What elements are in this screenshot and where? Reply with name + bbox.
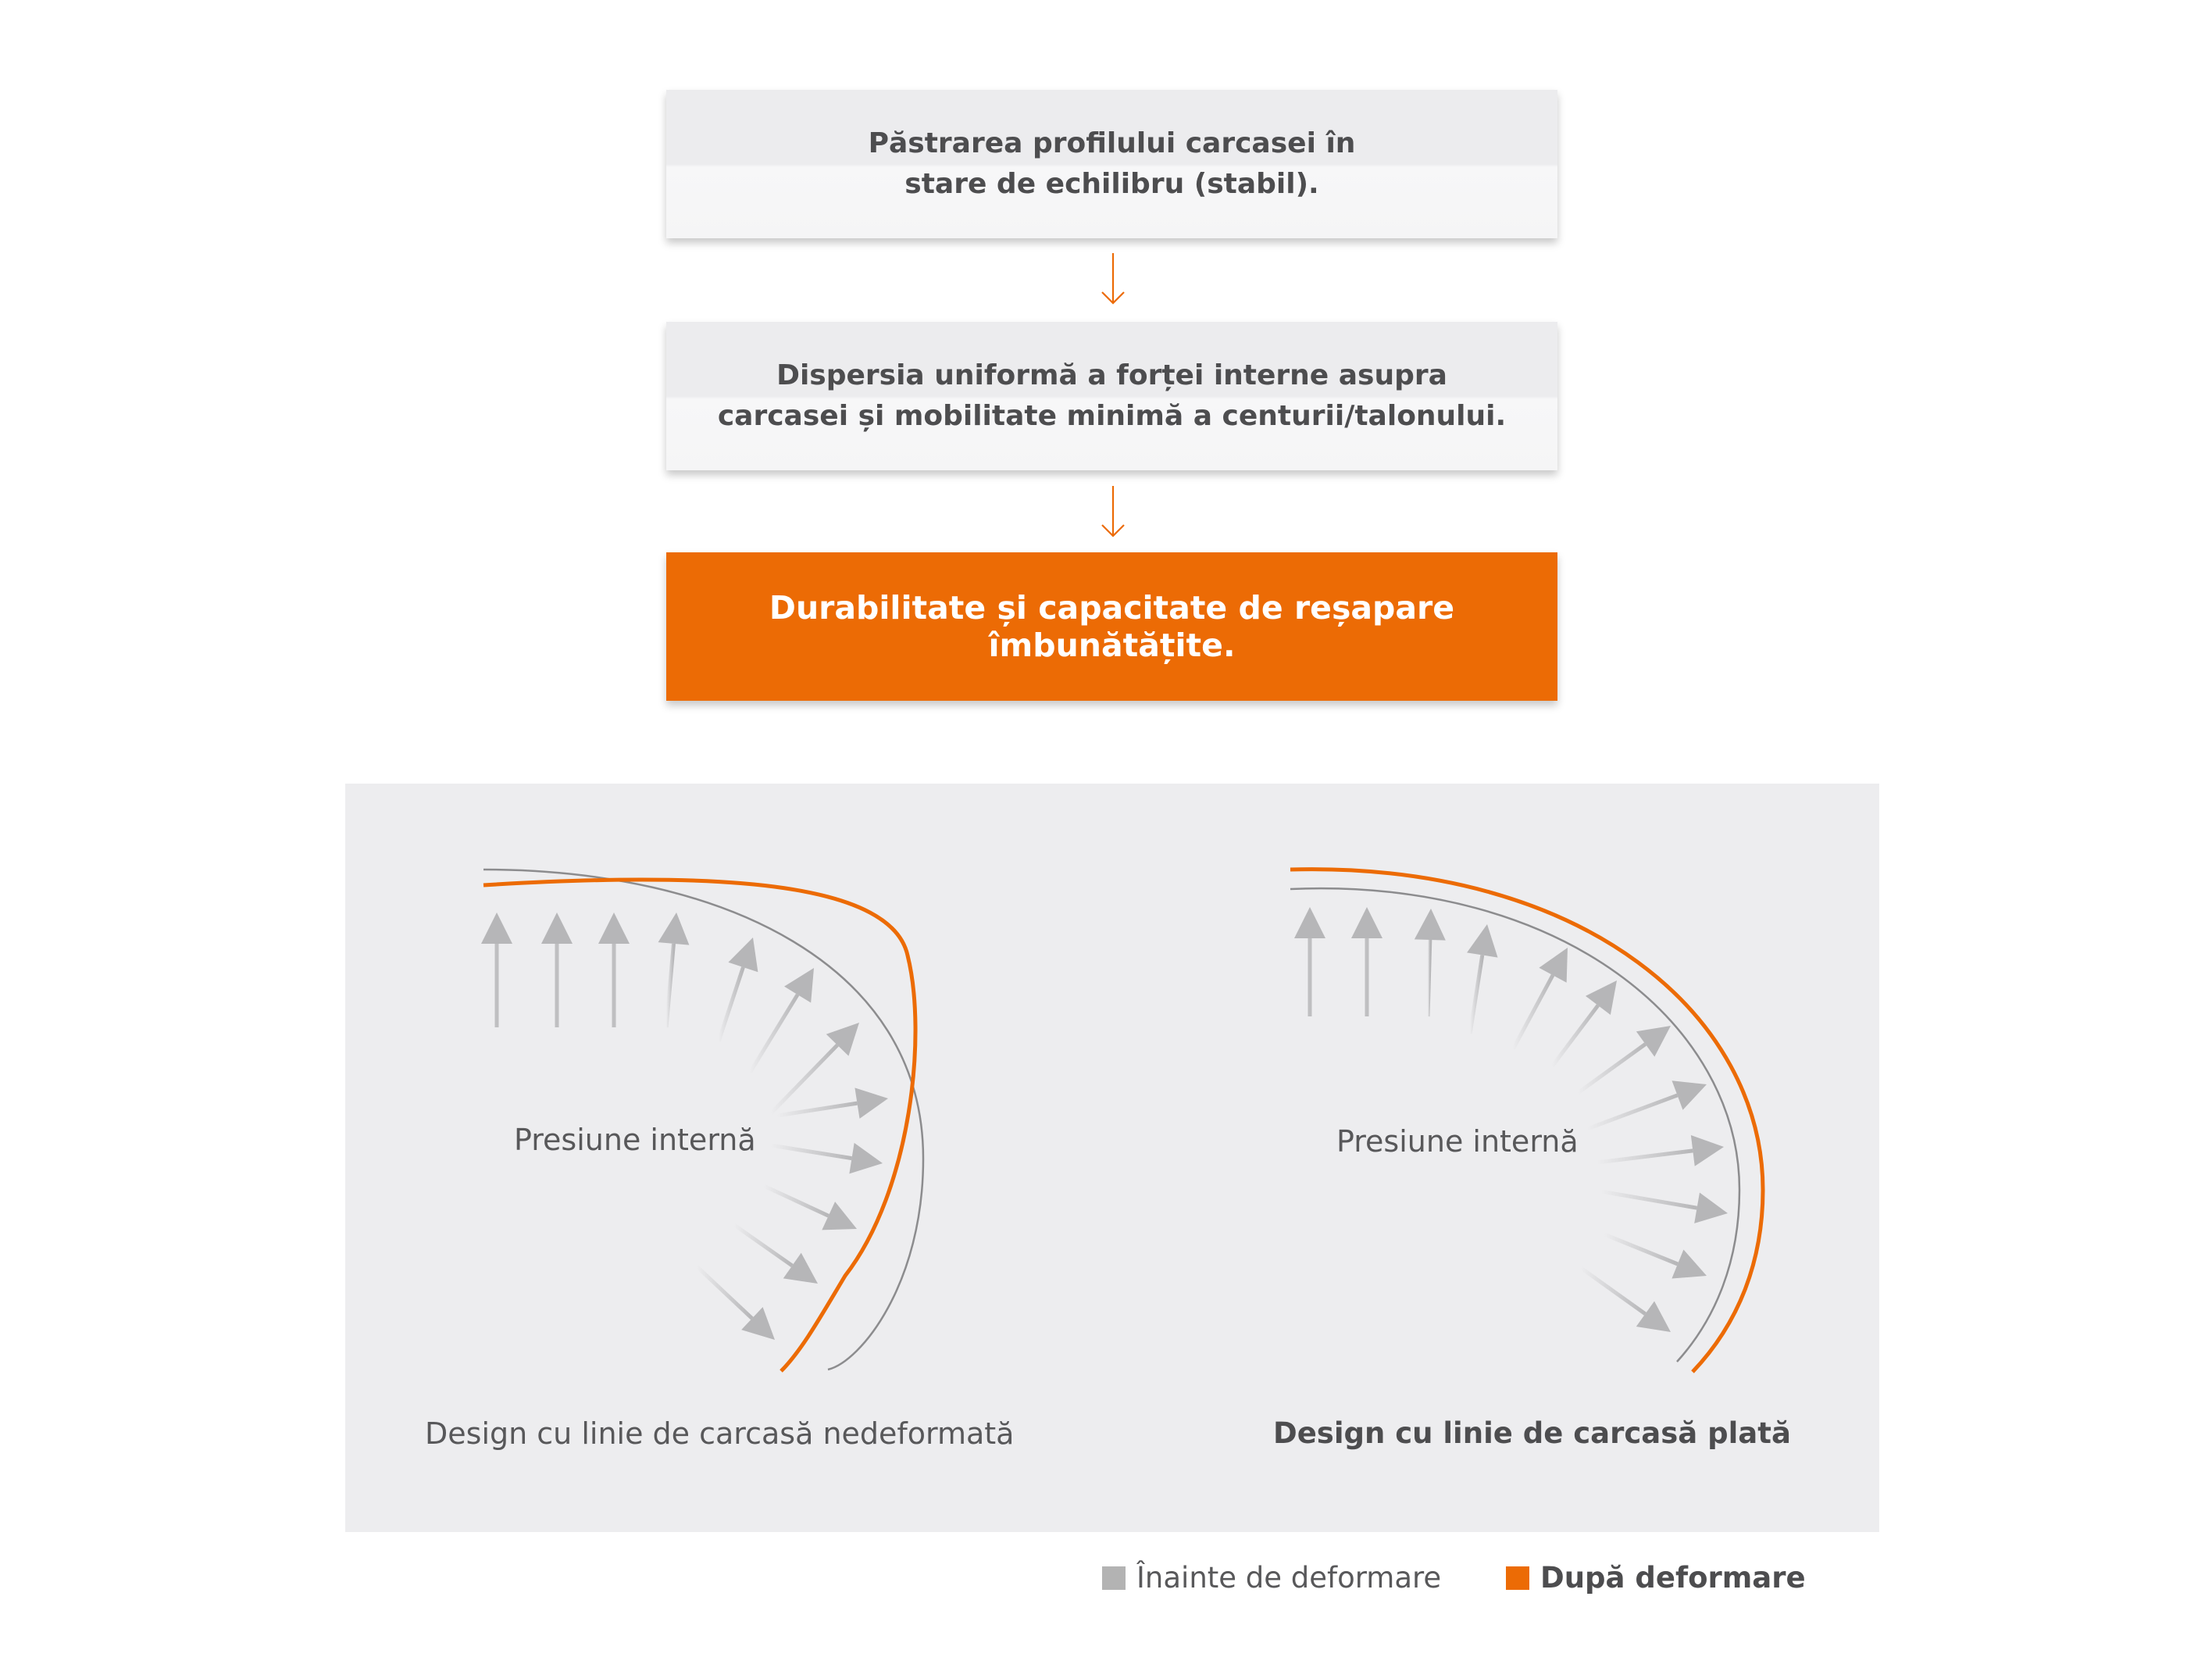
left-arrow-5: [719, 938, 758, 1041]
legend-before: [1102, 1561, 1441, 1595]
right-curve-after: [1290, 870, 1763, 1372]
flow-step-1-text: Păstrarea profilului carcasei în stare de echilibru (stabil).: [868, 127, 1356, 200]
left-arrow-10: [764, 1186, 857, 1230]
right-arrow-3: [1415, 909, 1446, 1016]
left-arrow-2: [541, 912, 573, 1027]
left-arrow-1: [481, 912, 512, 1027]
left-arrow-7: [771, 1023, 859, 1113]
right-caption: Design cu linie de carcasă plată: [1273, 1416, 1791, 1450]
comparison-panel: [345, 784, 1879, 1532]
left-arrow-6: [750, 968, 814, 1073]
left-arrow-4: [658, 912, 690, 1027]
left-curve-before: [483, 870, 923, 1370]
right-pressure-arrows: [1294, 907, 1728, 1332]
right-arrow-10: [1601, 1191, 1728, 1223]
flow-step-1: [666, 90, 1557, 238]
legend-after: [1506, 1561, 1806, 1595]
flow-result: [666, 552, 1557, 701]
right-arrow-1: [1294, 907, 1325, 1016]
left-arrow-11: [734, 1225, 818, 1284]
legend-after-swatch: [1506, 1566, 1529, 1590]
left-arrow-3: [598, 912, 630, 1027]
legend-before-label: Înainte de deformare: [1136, 1561, 1442, 1595]
legend-after-label: După deformare: [1540, 1561, 1806, 1595]
arrow-down-icon: [1097, 252, 1129, 306]
left-arrow-9: [771, 1143, 883, 1173]
left-diagram: [481, 870, 923, 1371]
right-arrow-8: [1587, 1080, 1707, 1129]
left-arrow-12: [697, 1266, 775, 1340]
right-arrow-12: [1581, 1268, 1671, 1332]
right-arrow-6: [1552, 980, 1617, 1066]
right-diagram: [1290, 870, 1763, 1372]
legend-before-swatch: [1102, 1566, 1126, 1590]
left-pressure-label: Presiune internă: [514, 1123, 756, 1157]
right-arrow-4: [1467, 924, 1498, 1034]
right-arrow-2: [1351, 907, 1382, 1016]
right-pressure-label: Presiune internă: [1336, 1124, 1579, 1159]
flow-result-text: Durabilitate și capacitate de reșapare îmbunătățite.: [769, 589, 1455, 664]
right-arrow-5: [1513, 948, 1568, 1049]
right-arrow-7: [1578, 1026, 1671, 1093]
right-arrow-9: [1597, 1135, 1724, 1166]
left-caption: Design cu linie de carcasă nedeformată: [425, 1416, 1015, 1451]
arrow-down-icon: [1097, 484, 1129, 539]
flow-step-2: [666, 322, 1557, 470]
flow-step-2-text: Dispersia uniformă a forței interne asupra carcasei și mobilitate minimă a centurii/talonului.: [717, 359, 1507, 432]
right-arrow-11: [1604, 1234, 1707, 1279]
